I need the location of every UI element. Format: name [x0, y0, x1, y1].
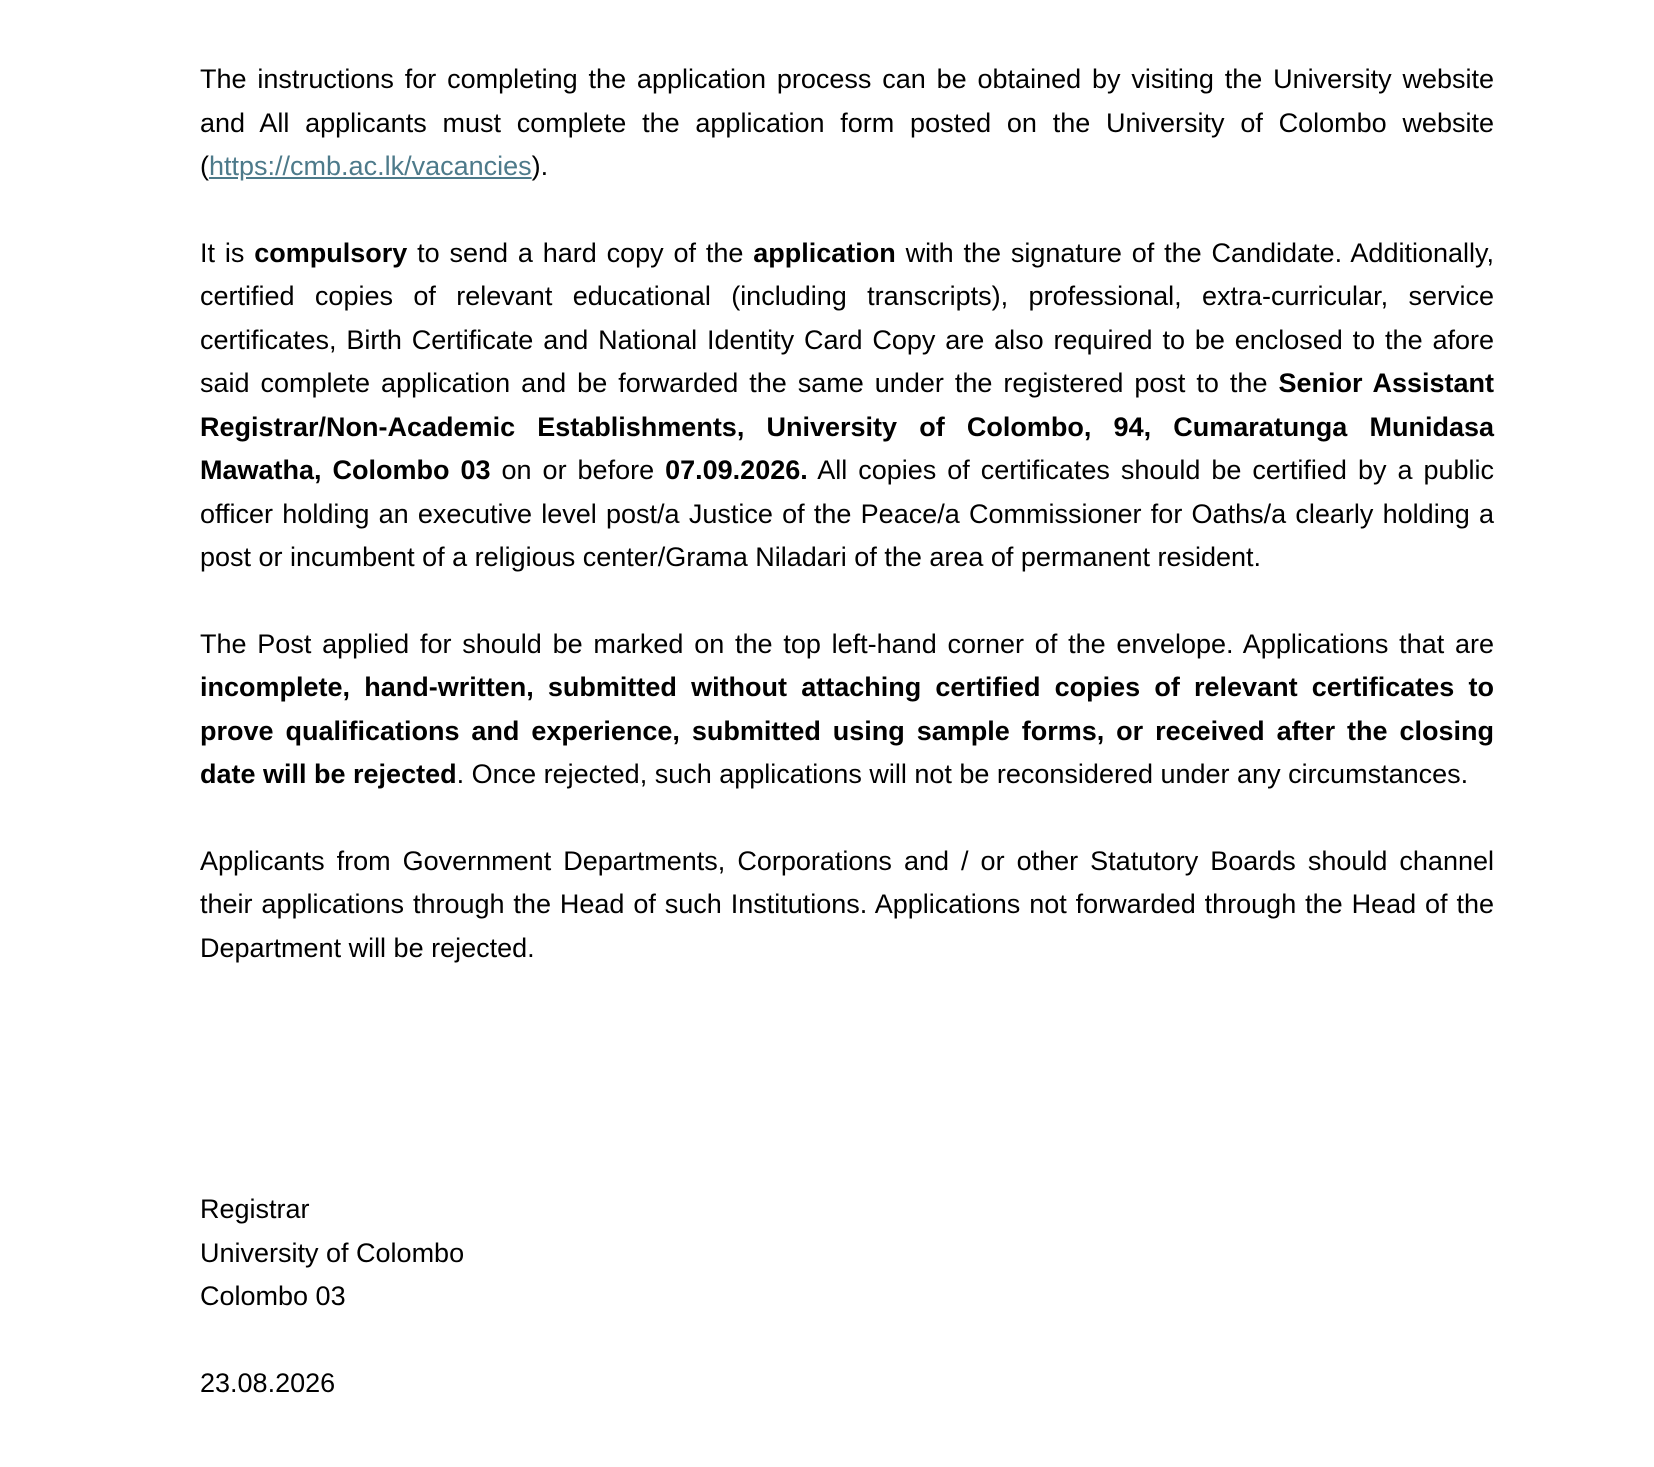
hard-copy-text-5: All copies of certificates should be certified by a public officer holding an executive level post/a Justice of the Peace/a Commissioner for Oaths/a clearly holding a post or incumbent of a religious center/Grama Niladari of the area of permanent resident.	[200, 455, 1495, 572]
document-body	[200, 58, 1494, 970]
paragraph-hard-copy	[200, 232, 1494, 580]
document-date: 23.08.2026	[200, 1368, 336, 1398]
rejection-text-1: The Post applied for should be marked on the top left-hand corner of the envelope. Applications that are	[200, 628, 1494, 659]
signature-title: Registrar	[200, 1194, 310, 1224]
hard-copy-text-2: to send a hard copy of the	[407, 237, 754, 268]
vacancies-link[interactable]: https://cmb.ac.lk/vacancies	[209, 151, 532, 181]
hard-copy-text-3: with the signature of the Candidate. Additionally, certified copies of relevant educational (including transcripts), professional, extra-curricular, service certificates, Birth Certificate and National Identity Card Copy are also required to be enclosed to the afore said complete application and be forwarded the same under the registered post to the	[200, 237, 1495, 398]
hard-copy-bold-compulsory: compulsory	[254, 237, 408, 268]
hard-copy-bold-address: Senior Assistant Registrar/Non-Academic Establishments, University of Colombo, 94, Cumaratunga Munidasa Mawatha, Colombo 03	[200, 368, 1494, 485]
signature-block	[200, 1188, 464, 1319]
signature-location: Colombo 03	[200, 1281, 346, 1311]
signature-institution: University of Colombo	[200, 1237, 465, 1268]
paragraph-instructions	[200, 58, 1494, 189]
paragraph-instructions-text-b: ).	[531, 151, 549, 181]
hard-copy-text-4: on or before	[490, 455, 666, 485]
paragraph-rejection	[200, 623, 1494, 797]
hard-copy-bold-application: application	[753, 237, 896, 268]
rejection-bold-conditions: incomplete, hand-written, submitted without attaching certified copies of relevant certificates to prove qualifications and experience, submitted using sample forms, or received after the closing date will be rejected	[200, 672, 1494, 789]
rejection-text-2: . Once rejected, such applications will not be reconsidered under any circumstances.	[456, 759, 1469, 789]
government-applicants-text: Applicants from Government Departments, Corporations and / or other Statutory Boards should channel their applications through the Head of such Institutions. Applications not forwarded through the Head of the Department will be rejected.	[200, 845, 1494, 963]
paragraph-instructions-text-a: The instructions for completing the application process can be obtained by visiting the University website and All applicants must complete the application form posted on the University of Colombo website (	[200, 64, 1494, 181]
paragraph-government-applicants	[200, 840, 1494, 971]
hard-copy-text-1: It is	[200, 237, 255, 268]
hard-copy-bold-deadline: 07.09.2026.	[665, 455, 808, 485]
